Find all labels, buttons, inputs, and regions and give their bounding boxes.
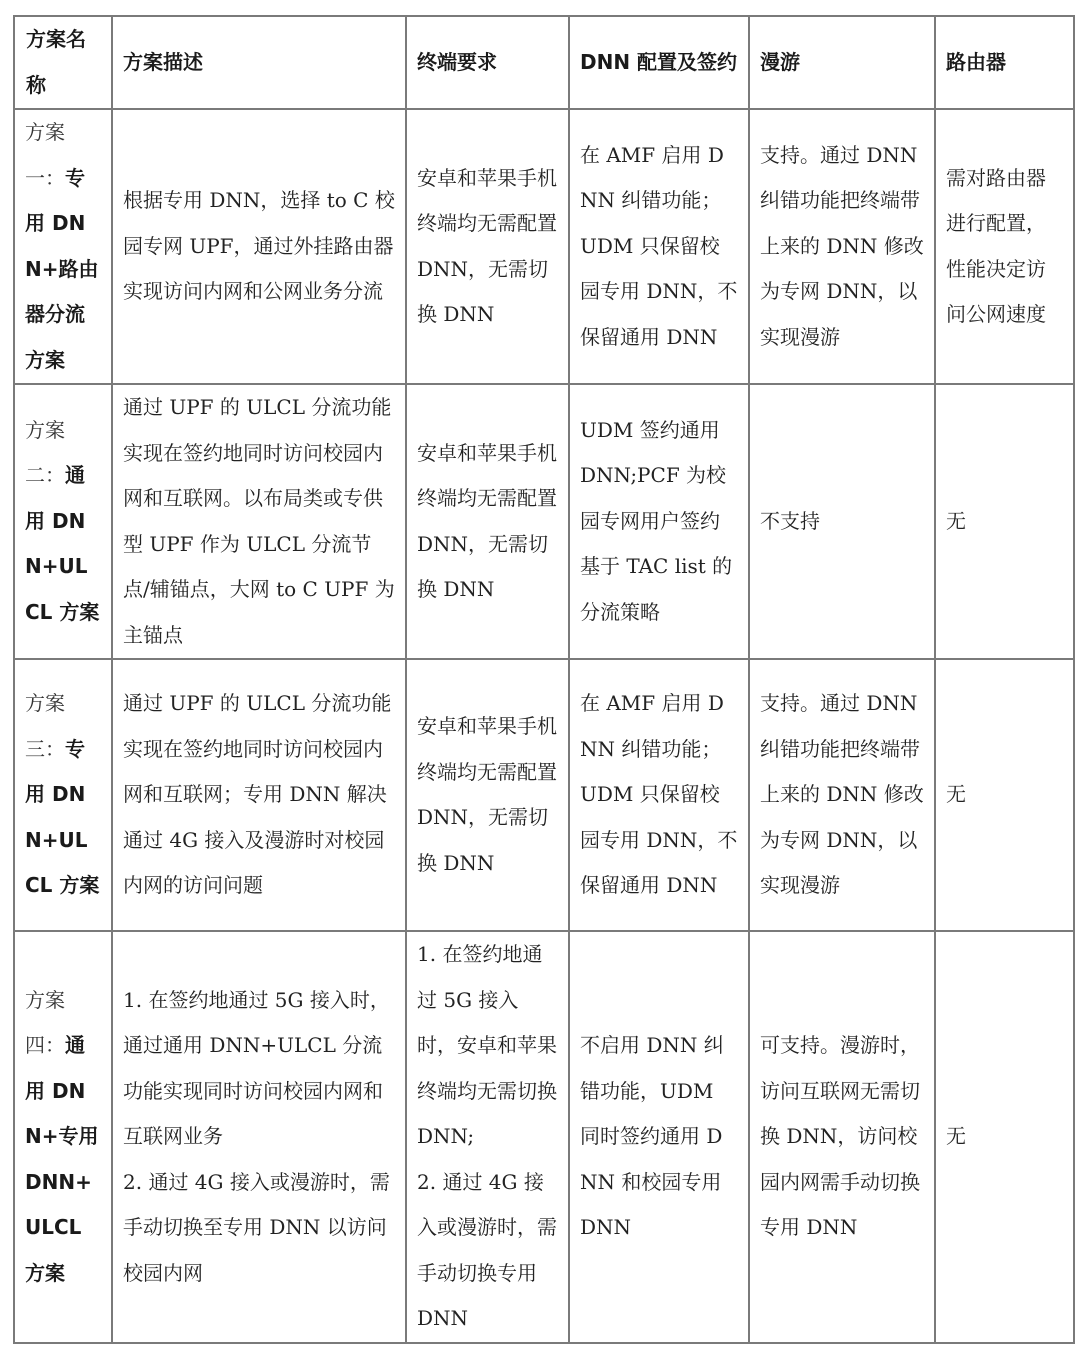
- dnn-config-cell: [569, 109, 749, 384]
- scheme-name-cell: [14, 109, 112, 384]
- header-scheme-description: 方案描述: [112, 16, 406, 109]
- table-row: [14, 109, 1074, 384]
- header-roaming: 漫游: [749, 16, 935, 109]
- scheme-name-cell: [14, 931, 112, 1343]
- dnn-config-cell: [569, 659, 749, 931]
- scheme-name-prefix: 方案一：: [25, 120, 65, 190]
- dnn-config-line: 在 AMF 启用 DNN 纠错功能；: [580, 142, 724, 213]
- table-row: [14, 384, 1074, 659]
- dnn-config-line: UDM 签约通用 DNN;PCF 为校园专网用户签约基于 TAC list 的分流策略: [580, 417, 733, 624]
- dnn-config-cell: [569, 384, 749, 659]
- scheme-description-cell: 根据专用 DNN，选择 to C 校园专网 UPF，通过外挂路由器实现访问内网和公网业务分流: [112, 109, 406, 384]
- roaming-cell: 可支持。漫游时，访问互联网无需切换 DNN，访问校园内网需手动切换专用 DNN: [749, 931, 935, 1343]
- scheme-description-cell: 通过 UPF 的 ULCL 分流功能实现在签约地同时访问校园内网和互联网。以布局类或专供型 UPF 作为 ULCL 分流节点/辅锚点，大网 to C UPF 为主锚点: [112, 384, 406, 659]
- roaming-cell: 支持。通过 DNN 纠错功能把终端带上来的 DNN 修改为专网 DNN，以实现漫游: [749, 109, 935, 384]
- table-row: [14, 659, 1074, 931]
- scheme-name-title: 通用 DNN+专用 DNN+ULCL 方案: [25, 1033, 99, 1285]
- scheme-name-title: 专用 DNN+路由器分流方案: [25, 165, 99, 372]
- router-cell: 需对路由器进行配置，性能决定访问公网速度: [935, 109, 1074, 384]
- terminal-requirement-cell: 安卓和苹果手机终端均无需配置 DNN，无需切换 DNN: [406, 659, 569, 931]
- header-terminal-requirement: 终端要求: [406, 16, 569, 109]
- scheme-description-cell: [112, 931, 406, 1343]
- description-line: 1. 在签约地通过 5G 接入时，通过通用 DNN+ULCL 分流功能实现同时访问校园内网和互联网业务: [123, 987, 390, 1148]
- scheme-name-cell: [14, 384, 112, 659]
- scheme-name-title: 通用 DNN+ULCL 方案: [25, 463, 100, 624]
- router-cell: 无: [935, 659, 1074, 931]
- scheme-name-title: 专用 DNN+ULCL 方案: [25, 736, 100, 898]
- table-header-row: [14, 16, 1074, 109]
- router-cell: 无: [935, 931, 1074, 1343]
- dnn-config-line: UDM 只保留校园专用 DNN，不保留通用 DNN: [580, 782, 738, 898]
- roaming-cell: 支持。通过 DNN 纠错功能把终端带上来的 DNN 修改为专网 DNN，以实现漫游: [749, 659, 935, 931]
- terminal-requirement-cell: [406, 931, 569, 1343]
- dnn-config-line: 不启用 DNN 纠错功能，UDM 同时签约通用 DNN 和校园专用 DNN: [580, 1033, 724, 1239]
- scheme-name-prefix: 方案三：: [25, 691, 65, 761]
- scheme-name-prefix: 方案二：: [25, 417, 65, 488]
- terminal-requirement-cell: 安卓和苹果手机终端均无需配置 DNN，无需切换 DNN: [406, 384, 569, 659]
- header-dnn-config: DNN 配置及签约: [569, 16, 749, 109]
- router-cell: 无: [935, 384, 1074, 659]
- scheme-comparison-table: [13, 15, 1075, 1344]
- terminal-requirement-cell: 安卓和苹果手机终端均无需配置 DNN，无需切换 DNN: [406, 109, 569, 384]
- header-scheme-name: 方案名称: [14, 16, 112, 109]
- dnn-config-line: UDM 只保留校园专用 DNN，不保留通用 DNN: [580, 233, 738, 349]
- header-router: 路由器: [935, 16, 1074, 109]
- terminal-line: 2. 通过 4G 接入或漫游时，需手动切换专用 DNN: [417, 1169, 557, 1330]
- description-line: 2. 通过 4G 接入或漫游时，需手动切换至专用 DNN 以访问校园内网: [123, 1169, 390, 1285]
- scheme-name-prefix: 方案四：: [25, 987, 65, 1057]
- scheme-description-cell: 通过 UPF 的 ULCL 分流功能实现在签约地同时访问校园内网和互联网；专用 DNN 解决通过 4G 接入及漫游时对校园内网的访问问题: [112, 659, 406, 931]
- table-row: [14, 931, 1074, 1343]
- dnn-config-cell: [569, 931, 749, 1343]
- terminal-line: 1. 在签约地通过 5G 接入时，安卓和苹果终端均无需切换 DNN;: [417, 942, 557, 1148]
- dnn-config-line: 在 AMF 启用 DNN 纠错功能；: [580, 691, 724, 761]
- roaming-cell: 不支持: [749, 384, 935, 659]
- scheme-name-cell: [14, 659, 112, 931]
